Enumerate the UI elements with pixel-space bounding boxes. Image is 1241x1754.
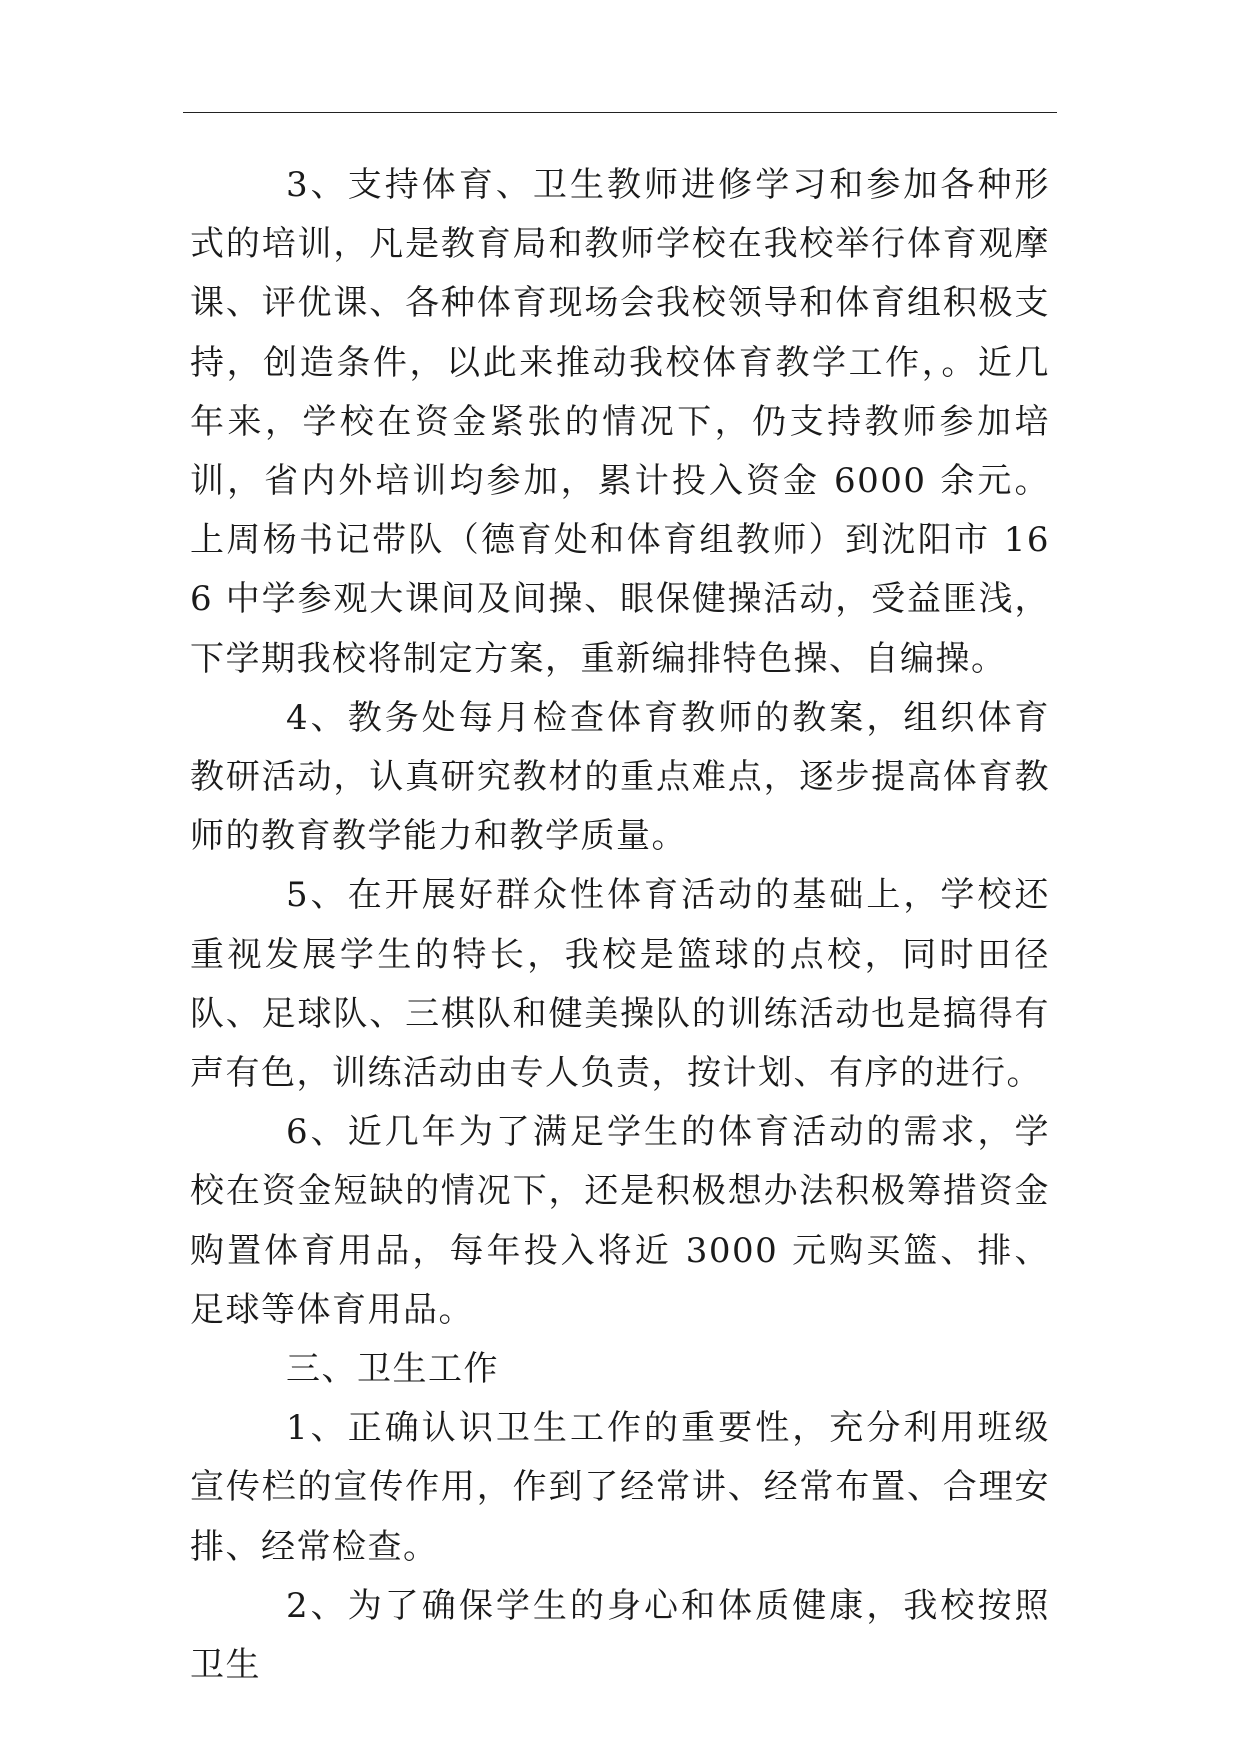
- paragraph-item-1-hygiene-awareness: 1、正确认识卫生工作的重要性，充分利用班级宣传栏的宣传作用，作到了经常讲、经常布置、合理安排、经常检查。: [190, 1408, 1050, 1567]
- paragraph-item-4-lesson-plans: 4、教务处每月检查体育教师的教案，组织体育教研活动，认真研究教材的重点难点，逐步提高体育教师的教育教学能力和教学质量。: [190, 697, 1050, 857]
- section-heading-hygiene: 三、卫生工作: [286, 1349, 499, 1390]
- paragraph-item-2-health: 2、为了确保学生的身心和体质健康，我校按照卫生: [190, 1585, 1050, 1686]
- paragraph-item-3-training: 3、支持体育、卫生教师进修学习和参加各种形式的培训，凡是教育局和教师学校在我校举行体育观摩课、评优课、各种体育现场会我校领导和体育组积极支持，创造条件，以此来推动我校体育教学工作，。近几年来，学校在资金紧张的情况下，仍支持教师参加培训，省内外培训均参加，累计投入资金 6000 余元。上周杨书记带队（德育处和体育组教师）到沈阳市 166 中学参观大课间及间操、眼保健操活动，受益匪浅，下学期我校将制定方案，重新编排特色操、自编操。: [190, 165, 1050, 679]
- paragraph-item-6-equipment: 6、近几年为了满足学生的体育活动的需求，学校在资金短缺的情况下，还是积极想办法积极筹措资金购置体育用品，每年投入将近 3000 元购买篮、排、足球等体育用品。: [190, 1112, 1050, 1330]
- document-body: [190, 156, 1050, 1695]
- paragraph-item-5-student-talents: 5、在开展好群众性体育活动的基础上，学校还重视发展学生的特长，我校是篮球的点校，同时田径队、足球队、三棋队和健美操队的训练活动也是搞得有声有色，训练活动由专人负责，按计划、有序的进行。: [190, 875, 1050, 1094]
- header-rule: [183, 112, 1057, 113]
